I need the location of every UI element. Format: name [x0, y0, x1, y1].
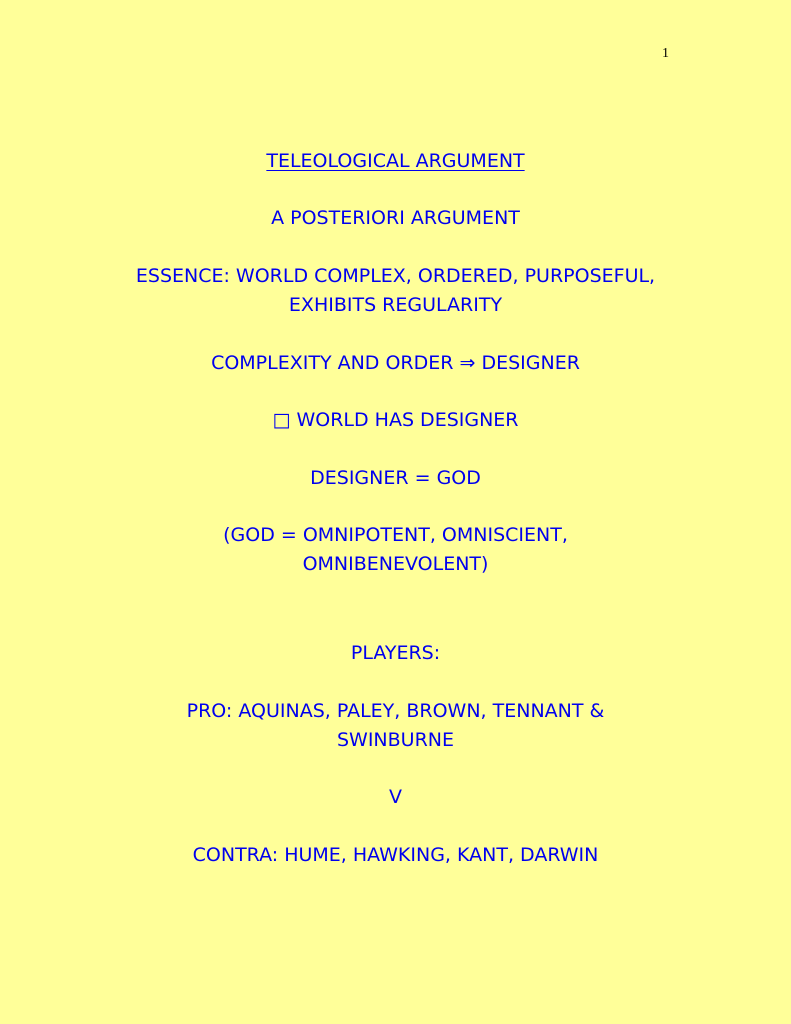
god-attributes-line-1: (GOD = OMNIPOTENT, OMNISCIENT,: [223, 524, 568, 546]
essence-line-2: EXHIBITS REGULARITY: [288, 294, 503, 316]
posteriori-line: A POSTERIORI ARGUMENT: [271, 207, 520, 229]
complexity-line: COMPLEXITY AND ORDER ⇒ DESIGNER: [211, 352, 580, 374]
players-heading: PLAYERS:: [350, 642, 441, 664]
designer-god-line: DESIGNER = GOD: [310, 467, 481, 489]
contra-line: CONTRA: HUME, HAWKING, KANT, DARWIN: [192, 844, 599, 866]
pro-line-2: SWINBURNE: [336, 729, 455, 751]
versus-line: V: [389, 786, 402, 808]
essence-line-1: ESSENCE: WORLD COMPLEX, ORDERED, PURPOSEFUL,: [135, 265, 656, 287]
page-number: 1: [662, 46, 669, 61]
pro-line-1: PRO: AQUINAS, PALEY, BROWN, TENNANT &: [186, 700, 605, 722]
world-designer-line: □ WORLD HAS DESIGNER: [272, 409, 519, 431]
document-title: TELEOLOGICAL ARGUMENT: [266, 150, 525, 172]
god-attributes-line-2: OMNIBENEVOLENT): [302, 553, 489, 575]
